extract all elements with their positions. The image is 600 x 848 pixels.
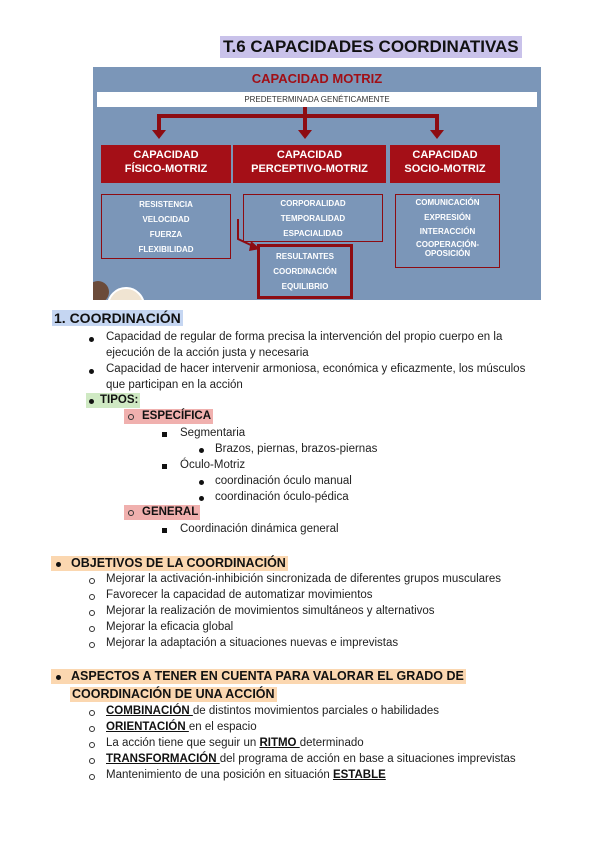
box-fisico-motriz bbox=[101, 145, 231, 183]
keyword: COMBINACIÓN bbox=[106, 705, 193, 717]
box-label: FÍSICO-MOTRIZ bbox=[124, 163, 208, 175]
bullet-icon bbox=[89, 742, 95, 748]
objetivos-heading-text: OBJETIVOS DE LA COORDINACIÓN bbox=[71, 556, 286, 570]
list-item bbox=[106, 752, 516, 767]
list-item bbox=[106, 768, 386, 783]
item-text: La acción tiene que seguir un bbox=[106, 737, 260, 749]
subitem: coordinación óculo-pédica bbox=[215, 491, 349, 503]
box-label: CAPACIDAD bbox=[133, 149, 199, 161]
bullet-icon bbox=[89, 642, 95, 648]
box-label: SOCIO-MOTRIZ bbox=[404, 163, 486, 175]
list-item: RESISTENCIA bbox=[139, 200, 193, 209]
item-text: en el espacio bbox=[188, 721, 257, 733]
item-text: de distintos movimientos parciales o habilidades bbox=[192, 705, 439, 717]
subitem: Segmentaria bbox=[180, 427, 246, 439]
tipos-text: TIPOS: bbox=[100, 394, 139, 406]
bullet-icon bbox=[56, 675, 61, 680]
list-item: EQUILIBRIO bbox=[281, 282, 329, 291]
section-heading-objetivos bbox=[51, 556, 288, 571]
bullet-icon bbox=[162, 464, 167, 469]
paragraph-line: que participan en la acción bbox=[106, 379, 243, 391]
list-item: FUERZA bbox=[149, 230, 183, 239]
list-item: TEMPORALIDAD bbox=[280, 214, 346, 223]
list-item: VELOCIDAD bbox=[142, 215, 190, 224]
list-item: Mejorar la eficacia global bbox=[106, 621, 234, 633]
box-label: PERCEPTIVO-MOTRIZ bbox=[251, 163, 368, 175]
bullet-icon bbox=[56, 562, 61, 567]
section-heading-aspectos bbox=[51, 669, 466, 684]
list-item bbox=[106, 736, 364, 751]
section-heading-aspectos-2 bbox=[70, 687, 277, 702]
keyword: RITMO bbox=[259, 737, 300, 749]
keyword: ORIENTACIÓN bbox=[106, 721, 189, 733]
list-item: COOPERACIÓN- bbox=[415, 239, 480, 249]
bullet-icon bbox=[128, 510, 134, 516]
bullet-icon bbox=[162, 432, 167, 437]
bullet-icon bbox=[89, 710, 95, 716]
list-item: INTERACCIÓN bbox=[419, 227, 476, 236]
bullet-icon bbox=[89, 578, 95, 584]
list-item: Mejorar la activación-inhibición sincronizada de diferentes grupos musculares bbox=[106, 573, 502, 585]
keyword: TRANSFORMACIÓN bbox=[106, 753, 220, 765]
list-item: FLEXIBILIDAD bbox=[138, 245, 194, 254]
list-item: COORDINACIÓN bbox=[273, 267, 337, 276]
list-item: CORPORALIDAD bbox=[280, 199, 346, 208]
list-item: Favorecer la capacidad de automatizar movimientos bbox=[106, 589, 373, 601]
bullet-icon bbox=[89, 626, 95, 632]
aspectos-heading-text: ASPECTOS A TENER EN CUENTA PARA VALORAR EL GRADO DE bbox=[71, 669, 464, 683]
list-perceptivo-motriz bbox=[243, 194, 383, 242]
aspectos-heading-text: COORDINACIÓN DE UNA ACCIÓN bbox=[72, 687, 275, 701]
keyword: ESTABLE bbox=[332, 769, 386, 781]
avatar bbox=[107, 287, 145, 300]
paragraph-line: Capacidad de regular de forma precisa la intervención del propio cuerpo en la bbox=[106, 331, 503, 343]
especifica-text: ESPECÍFICA bbox=[142, 410, 212, 422]
item-text: determinado bbox=[299, 737, 364, 749]
box-perceptivo-motriz bbox=[233, 145, 386, 183]
diagram-top-label: CAPACIDAD MOTRIZ bbox=[251, 71, 383, 86]
arrow-head-icon bbox=[152, 130, 166, 139]
list-item: Mejorar la adaptación a situaciones nuevas e imprevistas bbox=[106, 637, 399, 649]
connector-line bbox=[157, 114, 439, 118]
box-label: CAPACIDAD bbox=[276, 149, 343, 161]
list-item bbox=[106, 704, 439, 719]
list-item: ESPACIALIDAD bbox=[283, 229, 343, 238]
list-socio-motriz bbox=[395, 194, 500, 268]
bullet-icon bbox=[89, 774, 95, 780]
bullet-icon bbox=[128, 414, 134, 420]
box-socio-motriz bbox=[390, 145, 500, 183]
bullet-icon bbox=[199, 480, 204, 485]
bullet-icon bbox=[89, 337, 94, 342]
bullet-icon bbox=[199, 496, 204, 501]
bullet-icon bbox=[89, 726, 95, 732]
general-label bbox=[124, 505, 200, 520]
paragraph-line: Capacidad de hacer intervenir armoniosa, económica y eficazmente, los músculos bbox=[106, 363, 526, 375]
page-title: T.6 CAPACIDADES COORDINATIVAS bbox=[220, 36, 522, 58]
general-text: GENERAL bbox=[142, 506, 199, 518]
motor-capacity-diagram bbox=[93, 67, 541, 300]
arrow-head-icon bbox=[430, 130, 444, 139]
box-resultantes bbox=[257, 244, 353, 299]
list-item: OPOSICIÓN bbox=[424, 248, 471, 258]
bullet-icon bbox=[89, 758, 95, 764]
list-fisico-motriz bbox=[101, 194, 231, 259]
section-heading-coordinacion: 1. COORDINACIÓN bbox=[54, 310, 181, 326]
subitem: coordinación óculo manual bbox=[215, 475, 352, 487]
bullet-icon bbox=[89, 369, 94, 374]
subitem: Óculo-Motriz bbox=[180, 459, 246, 471]
especifica-label bbox=[124, 409, 213, 424]
list-item bbox=[106, 720, 257, 735]
subitem: Brazos, piernas, brazos-piernas bbox=[215, 443, 378, 455]
list-item: COMUNICACIÓN bbox=[415, 198, 480, 207]
bullet-icon bbox=[199, 448, 204, 453]
item-text: Mantenimiento de una posición en situación bbox=[106, 769, 333, 781]
list-item: RESULTANTES bbox=[276, 252, 334, 261]
tipos-label bbox=[86, 393, 140, 408]
bullet-icon bbox=[162, 528, 167, 533]
list-item: Mejorar la realización de movimientos simultáneos y alternativos bbox=[106, 605, 435, 617]
paragraph-line: ejecución de la acción justa y necesaria bbox=[106, 347, 309, 359]
bullet-icon bbox=[89, 610, 95, 616]
bullet-icon bbox=[89, 399, 94, 404]
arrow-head-icon bbox=[298, 130, 312, 139]
avatar bbox=[93, 281, 109, 300]
subitem: Coordinación dinámica general bbox=[180, 523, 339, 535]
diagram-subtitle: PREDETERMINADA GENÉTICAMENTE bbox=[97, 92, 537, 107]
list-item: EXPRESIÓN bbox=[424, 212, 471, 222]
item-text: del programa de acción en base a situaciones imprevistas bbox=[219, 753, 516, 765]
bullet-icon bbox=[89, 594, 95, 600]
box-label: CAPACIDAD bbox=[412, 149, 478, 161]
